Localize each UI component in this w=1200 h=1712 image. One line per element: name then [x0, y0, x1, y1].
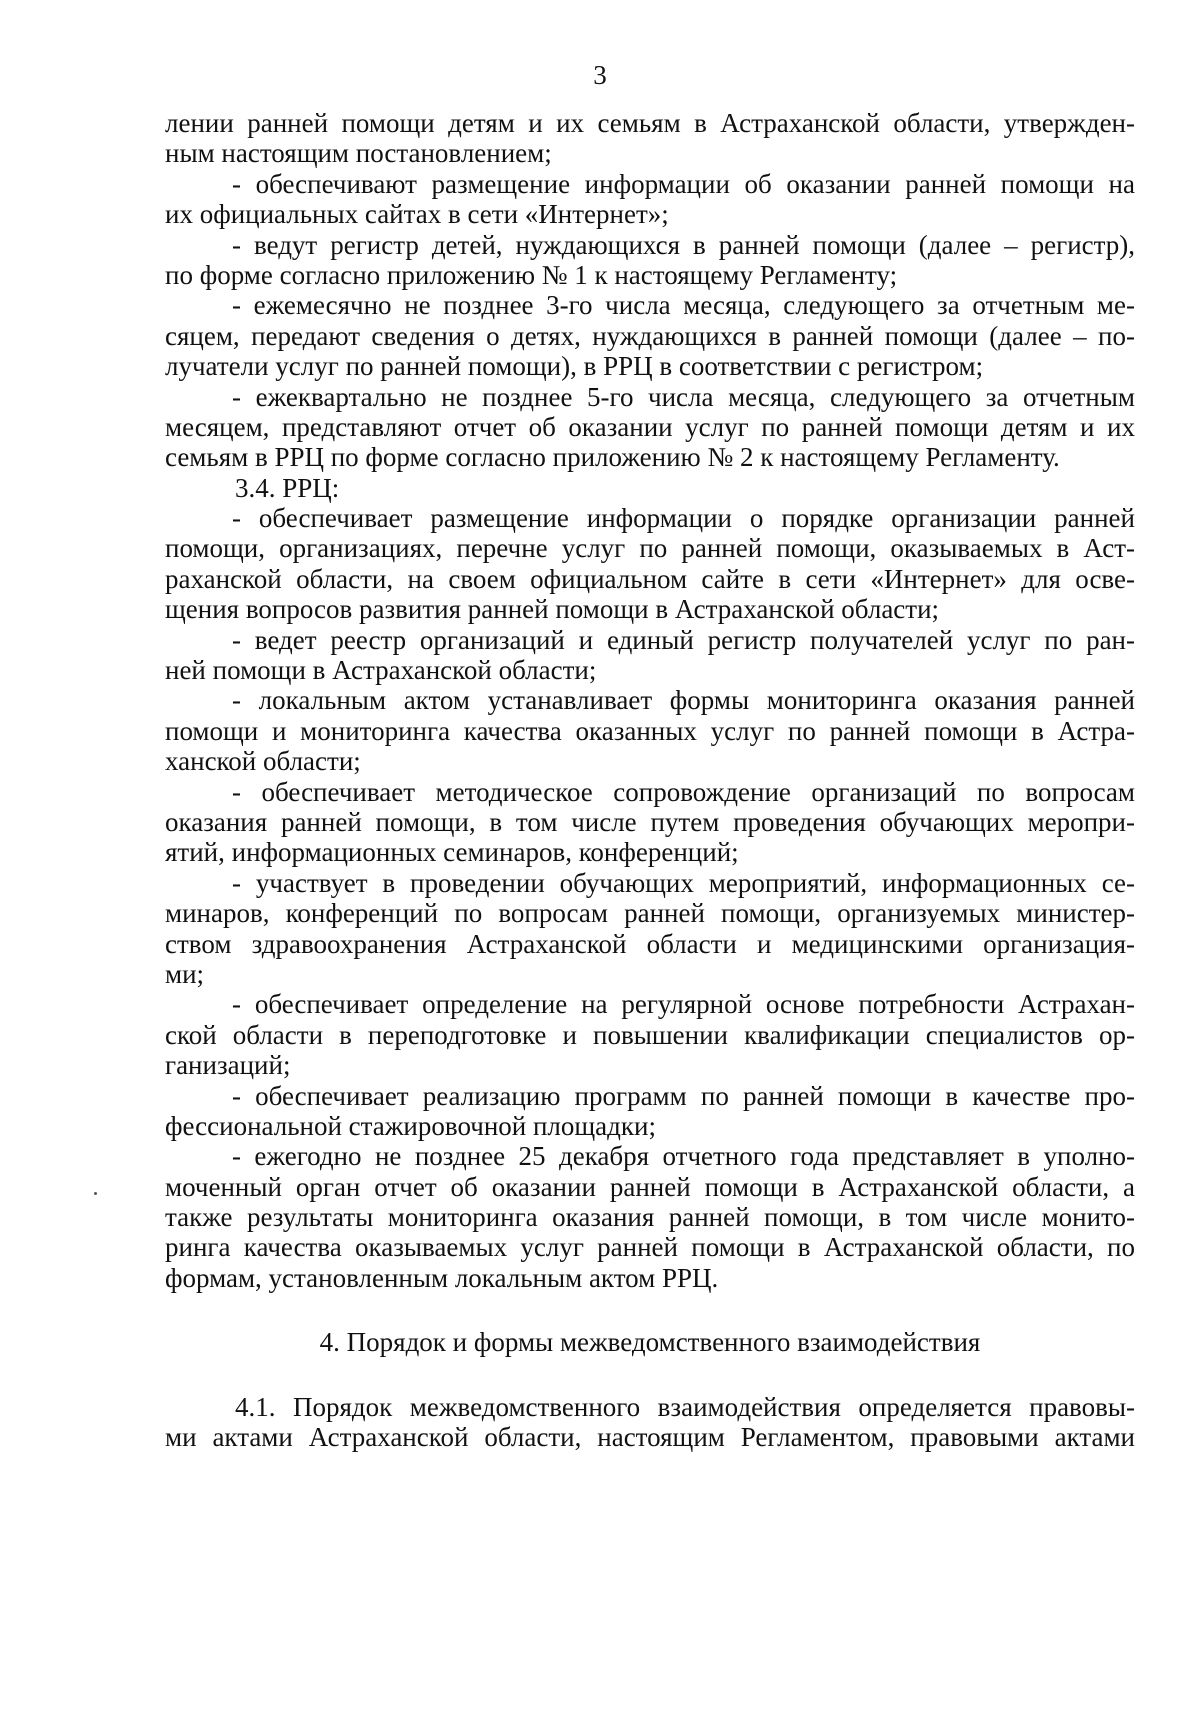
- text-line: - обеспечивает определение на регулярной основе потребности Астрахан-: [232, 989, 1135, 1020]
- text-line: минаров, конференций по вопросам ранней помощи, организуемых министер-: [165, 898, 1135, 929]
- text-line: ринга качества оказываемых услуг ранней помощи в Астраханской области, по: [165, 1232, 1135, 1263]
- text-line: сяцем, передают сведения о детях, нуждающихся в ранней помощи (далее – по-: [165, 320, 1135, 351]
- text-line: моченный орган отчет об оказании ранней помощи в Астраханской области, а: [165, 1171, 1135, 1202]
- text-line: ным настоящим постановлением;: [165, 138, 552, 169]
- text-line: ской области в переподготовке и повышении квалификации специалистов ор-: [165, 1019, 1135, 1050]
- text-line: раханской области, на своем официальном сайте в сети «Интернет» для осве-: [165, 563, 1135, 594]
- text-line: - ведут регистр детей, нуждающихся в ранней помощи (далее – регистр),: [232, 229, 1135, 260]
- text-line: 4.1. Порядок межведомственного взаимодействия определяется правовы-: [235, 1391, 1135, 1422]
- text-line: помощи, организациях, перечне услуг по ранней помощи, оказываемых в Аст-: [165, 533, 1135, 564]
- text-line: ханской области;: [165, 746, 361, 777]
- text-line: ством здравоохранения Астраханской области и медицинскими организация-: [165, 928, 1135, 959]
- text-line: ми актами Астраханской области, настоящим Регламентом, правовыми актами: [165, 1422, 1135, 1453]
- document-body: [165, 108, 1135, 1452]
- text-line: ми;: [165, 958, 205, 989]
- text-line: лучатели услуг по ранней помощи), в РРЦ в соответствии с регистром;: [165, 351, 984, 382]
- text-line: помощи и мониторинга качества оказанных услуг по ранней помощи в Астра-: [165, 715, 1135, 746]
- section-number-3-4: 3.4. РРЦ:: [235, 472, 340, 503]
- text-line: ятий, информационных семинаров, конференций;: [165, 837, 739, 868]
- text-line: их официальных сайтах в сети «Интернет»;: [165, 199, 669, 230]
- section-heading-4: 4. Порядок и формы межведомственного взаимодействия: [319, 1327, 981, 1358]
- text-line: месяцем, представляют отчет об оказании услуг по ранней помощи детям и их: [165, 411, 1135, 442]
- text-line: по форме согласно приложению № 1 к настоящему Регламенту;: [165, 259, 898, 290]
- text-line: - ежеквартально не позднее 5-го числа месяца, следующего за отчетным: [232, 381, 1135, 412]
- text-line: также результаты мониторинга оказания ранней помощи, в том числе монито-: [165, 1202, 1135, 1233]
- text-line: фессиональной стажировочной площадки;: [165, 1110, 656, 1141]
- text-line: - обеспечивает реализацию программ по ранней помощи в качестве про-: [232, 1080, 1135, 1111]
- text-line: - обеспечивает методическое сопровождение организаций по вопросам: [232, 776, 1135, 807]
- text-line: оказания ранней помощи, в том числе путем проведения обучающих меропри-: [165, 806, 1135, 837]
- text-line: ней помощи в Астраханской области;: [165, 655, 597, 686]
- page-number: 3: [593, 60, 607, 90]
- scan-speck: [94, 1192, 97, 1195]
- text-line: лении ранней помощи детям и их семьям в Астраханской области, утвержден-: [165, 108, 1135, 138]
- text-line: - локальным актом устанавливает формы мониторинга оказания ранней: [232, 685, 1135, 716]
- text-line: - обеспечивает размещение информации о порядке организации ранней: [232, 503, 1135, 534]
- text-line: щения вопросов развития ранней помощи в Астраханской области;: [165, 594, 940, 625]
- text-line: формам, установленным локальным актом РРЦ.: [165, 1262, 719, 1293]
- text-line: ганизаций;: [165, 1050, 291, 1081]
- text-line: - ежегодно не позднее 25 декабря отчетного года представляет в уполно-: [232, 1141, 1135, 1172]
- text-line: - ежемесячно не позднее 3-го числа месяца, следующего за отчетным ме-: [232, 290, 1135, 321]
- text-line: семьям в РРЦ по форме согласно приложению № 2 к настоящему Регламенту.: [165, 442, 1060, 473]
- text-line: - участвует в проведении обучающих мероприятий, информационных се-: [232, 867, 1135, 898]
- text-line: - обеспечивают размещение информации об оказании ранней помощи на: [232, 168, 1135, 199]
- text-line: - ведет реестр организаций и единый регистр получателей услуг по ран-: [232, 624, 1135, 655]
